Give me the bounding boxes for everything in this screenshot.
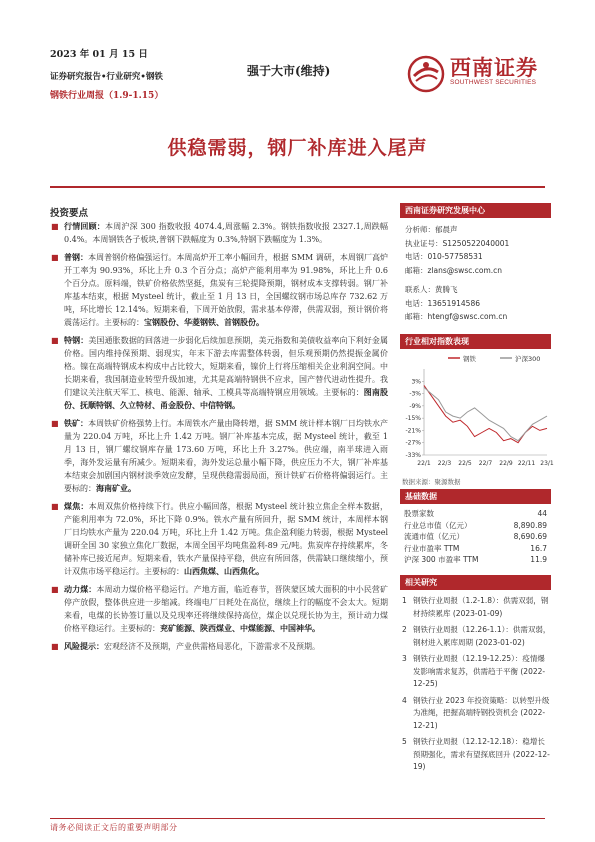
performance-box xyxy=(400,334,554,486)
basic-data-row xyxy=(400,531,551,543)
basic-data-table xyxy=(400,508,551,566)
x-tick-label: 22/5 xyxy=(458,460,472,467)
paragraph-stocks: 图南股份、抚顺特钢、久立特材、甬金股份、中信特钢。 xyxy=(64,387,389,410)
summary-heading: 投资要点 xyxy=(50,208,89,219)
basic-data-key: 行业市盈率 TTM xyxy=(404,543,460,553)
summary-paragraph xyxy=(50,334,388,412)
related-report-title: 钢铁行业周报（12.19-12.25）：疫情爆发影响需求复苏，供需趋于平衡 (2022-12-25) xyxy=(413,654,546,688)
related-report-link[interactable] xyxy=(400,624,551,649)
related-report-title: 钢铁行业周报（1.2-1.8）：供需双弱，钢材持续累库 (2023-01-09) xyxy=(413,596,549,618)
x-tick-label: 22/11 xyxy=(517,460,536,467)
x-tick-label: 22/1 xyxy=(417,460,431,467)
logo-name-cn: 西南证券 xyxy=(450,56,538,80)
paragraph-text: 本周沪深 300 指数收报 4074.4,周涨幅 2.3%。钢铁指数收报 2327.1,周跌幅 0.4%。本周钢铁各子板块,普钢下跌幅度为 0.3%,特钢下跌幅度为 1.3%。 xyxy=(64,222,389,244)
y-tick-label: -27% xyxy=(405,439,421,447)
bullet-icon: ■ xyxy=(51,336,59,345)
footer-divider xyxy=(50,818,545,819)
industry-rating: 强于大市(维持) xyxy=(247,64,331,78)
contact-line: 电话：13651914586 xyxy=(405,298,480,308)
title-divider xyxy=(50,186,545,188)
basic-data-value: 11.9 xyxy=(530,555,547,565)
performance-heading: 行业相对指数表现 xyxy=(400,334,551,349)
related-report-title: 钢铁行业周报（12.12-12.18）：稳增长预期强化，需求有望探底回升 (2022-12-19) xyxy=(413,737,550,771)
basic-data-key: 行业总市值（亿元） xyxy=(404,520,472,530)
y-tick-label: -9% xyxy=(409,402,421,410)
bullet-icon: ■ xyxy=(51,502,59,511)
report-date: 2023 年 01 月 15 日 xyxy=(50,49,148,60)
x-tick-label: 22/9 xyxy=(499,460,513,467)
basic-data-key: 流通市值（亿元） xyxy=(404,532,464,542)
contact-line[interactable]: 邮箱：htengf@swsc.com.cn xyxy=(405,312,508,321)
basic-data-row xyxy=(400,508,551,520)
summary-paragraph xyxy=(50,500,388,578)
report-title: 供稳需弱，钢厂补库进入尾声 xyxy=(167,137,428,159)
analyst-box xyxy=(400,203,551,324)
related-index: 4 xyxy=(402,695,407,705)
paragraph-label: 风险提示： xyxy=(64,641,104,651)
paragraph-stocks: 山西焦煤、山西焦化。 xyxy=(184,566,264,576)
paragraph-text: 美国通胀数据的回落进一步弱化后续加息预期，美元指数和美债收益率向下利好金属价格。国内维持保预期、弱现实，年末下游去库需整体转弱，但乐观预期仍然提振金属价格。镍在高端特钢成本构成中占比较大，短期来看，镍价上行将压缩相关企业利润空间。中长期来看，我国制造业转型升级加速，尤其是高端特钢供不应求，国产替代进动性提升。我们建议关注航天军工、核电、能源、轴承、工模具等高端特钢应用领域。主要标的： xyxy=(64,336,389,397)
basic-data-value: 44 xyxy=(537,509,547,518)
basic-data-row xyxy=(400,554,551,566)
summary-body xyxy=(50,220,388,658)
related-index: 5 xyxy=(402,737,407,746)
chart-source: 数据来源：聚源数据 xyxy=(402,478,461,486)
y-tick-label: -3% xyxy=(409,390,421,398)
basic-data-row xyxy=(400,543,551,555)
y-tick-label: -33% xyxy=(405,452,421,459)
logo-name-en: SOUTHWEST SECURITIES xyxy=(450,79,537,86)
company-logo xyxy=(400,52,550,96)
y-tick-label: -15% xyxy=(405,415,421,423)
related-report-title: 钢铁行业周报（12.26-1.1）：供需双弱，钢材进入累库周期 (2023-01-02) xyxy=(413,625,551,647)
related-heading: 相关研究 xyxy=(400,575,551,590)
related-index: 1 xyxy=(402,596,407,605)
report-category: 证券研究报告•行业研究•钢铁 xyxy=(50,72,163,82)
bullet-icon: ■ xyxy=(51,222,59,231)
bullet-icon: ■ xyxy=(51,585,59,594)
legend-label: 钢铁 xyxy=(463,355,476,363)
basic-data-value: 8,890.89 xyxy=(513,520,547,530)
bullet-icon: ■ xyxy=(51,253,59,262)
contact-line: 联系人：黄腾飞 xyxy=(405,285,458,294)
paragraph-stocks: 兖矿能源、陕西煤业、中煤能源、中国神华。 xyxy=(160,623,320,633)
related-report-link[interactable] xyxy=(400,695,551,733)
related-index: 3 xyxy=(402,654,407,663)
series-line-0 xyxy=(424,385,547,442)
analyst-heading: 西南证券研究发展中心 xyxy=(400,203,551,218)
paragraph-text: 本周双焦价格持续下行。供应小幅回落，根据 Mysteel 统计独立焦企全样本数据，产能利用率为 72.0%，环比下降 0.9%。铁水产量有所回升，据 SMM 统计，本周样本钢厂日均铁水产量为 220.04 万吨，环比上升 1.42 万吨。焦企盈利能力转弱，根据 Mysteel 调研全国 30 家独立焦化厂数据，本周全国平均吨焦盈利-89 元/吨。焦炭库存持续累库，冬储补库已接近尾声。短期来看，铁水产量保持平稳，供应有所回落，供需缺口继续缩小，预计双焦市场平稳运行。主要标的： xyxy=(64,502,388,576)
basic-data-value: 16.7 xyxy=(530,543,547,553)
footer-disclaimer: 请务必阅读正文后的重要声明部分 xyxy=(50,823,178,832)
analyst-line: 分析师：郁晨声 xyxy=(405,225,458,234)
summary-paragraph xyxy=(50,220,388,246)
basic-data-key: 沪深 300 市盈率 TTM xyxy=(404,555,479,565)
summary-paragraph xyxy=(50,417,388,495)
related-box xyxy=(400,575,551,778)
basic-data-value: 8,690.69 xyxy=(513,532,547,542)
basic-data-heading: 基础数据 xyxy=(400,489,551,504)
paragraph-label: 煤焦： xyxy=(64,501,89,511)
paragraph-label: 动力煤： xyxy=(64,584,97,594)
related-list xyxy=(400,595,551,774)
paragraph-stocks: 宝钢股份、华菱钢铁、首钢股份。 xyxy=(144,317,264,327)
related-report-link[interactable] xyxy=(400,736,551,774)
x-tick-label: 23/1 xyxy=(540,460,554,467)
summary-paragraph xyxy=(50,251,388,329)
x-tick-label: 22/3 xyxy=(437,460,452,467)
y-tick-label: -21% xyxy=(405,427,421,435)
basic-data-row xyxy=(400,520,551,532)
paragraph-text: 本周普钢价格偏强运行。本周高炉开工率小幅回升，根据 SMM 调研，本周钢厂高炉开工率为 90.93%，环比上升 0.3 个百分点；高炉产能利用率为 91.98%，环比上升 0.6 个百分点。原料端，铁矿价格依然坚挺，焦炭有三轮提降预期，钢材成本支撑转弱。钢厂补库基本结束，根据 Mysteel 统计，截止至 1 月 13 日，全国螺纹钢市场总库存 732.62 万吨，环比增长 12.14%。短期来看，下周开始放假，需求基本停滞，供需双弱，预计钢价将震荡运行。主要标的： xyxy=(64,253,389,327)
x-tick-label: 22/7 xyxy=(478,460,493,467)
series-line-1 xyxy=(424,387,547,440)
bullet-icon: ■ xyxy=(51,642,59,651)
summary-paragraph xyxy=(50,583,388,635)
related-report-title: 钢铁行业 2023 年投资策略：以转型升级为准绳，把握高端特钢投资机会 (2022-12-21) xyxy=(413,695,550,730)
report-week: 钢铁行业周报（1.9-1.15） xyxy=(50,91,164,101)
bullet-icon: ■ xyxy=(51,419,59,428)
logo-mark-icon xyxy=(406,54,446,94)
paragraph-text: 宏观经济不及预期，产业供需格局恶化，下游需求不及预期。 xyxy=(104,642,320,651)
related-report-link[interactable] xyxy=(400,595,551,620)
related-report-link[interactable] xyxy=(400,653,551,691)
paragraph-stocks: 海南矿业。 xyxy=(96,483,136,493)
analyst-line: 执业证号：S1250522040001 xyxy=(405,238,510,248)
related-index: 2 xyxy=(402,625,407,634)
paragraph-label: 行情回顾： xyxy=(64,221,106,231)
basic-data-box xyxy=(400,489,551,566)
legend-label: 沪深300 xyxy=(515,355,541,363)
paragraph-label: 铁矿： xyxy=(64,418,89,428)
paragraph-label: 普钢： xyxy=(64,252,89,262)
paragraph-label: 特钢： xyxy=(64,335,89,345)
performance-chart xyxy=(400,349,554,475)
summary-paragraph xyxy=(50,640,388,653)
paragraph-text: 本周动力煤价格平稳运行。产地方面，临近春节，晋陕蒙区域大面积的中小民营矿停产放假，整体供应进一步缩减。终端电厂日耗处在高位，继续上行的幅度不会太大。短期来看，电煤的长协签订量以及兑现率还将继续保持高位，煤企以兑现长协为主，预计动力煤价格平稳运行。主要标的： xyxy=(64,585,389,633)
paragraph-text: 本周铁矿价格强势上行。本周铁水产量由降转增，据 SMM 统计样本钢厂日均铁水产量为 220.04 万吨，环比上升 1.42 万吨。钢厂补库基本完成，据 Mysteel 统计，截至 1 月 13 日，钢厂螺纹钢库存量 173.60 万吨，环比上升 3.27%。供应端，南半球进入雨季，海外发运量有所减少。短期来看，海外发运总量小幅下降，供应压力不大，钢厂补库基本结束会加剧国内钢材淡季效应发酵，呈现供稳需弱局面，预计铁矿石价格将偏弱运行。主要标的： xyxy=(64,419,389,493)
basic-data-key: 股票家数 xyxy=(404,509,434,518)
performance-chart-svg xyxy=(400,349,554,475)
y-tick-label: 3% xyxy=(411,378,421,386)
analyst-line: 电话：010-57758531 xyxy=(405,252,483,261)
analyst-line[interactable]: 邮箱：zlans@swsc.com.cn xyxy=(405,265,503,275)
